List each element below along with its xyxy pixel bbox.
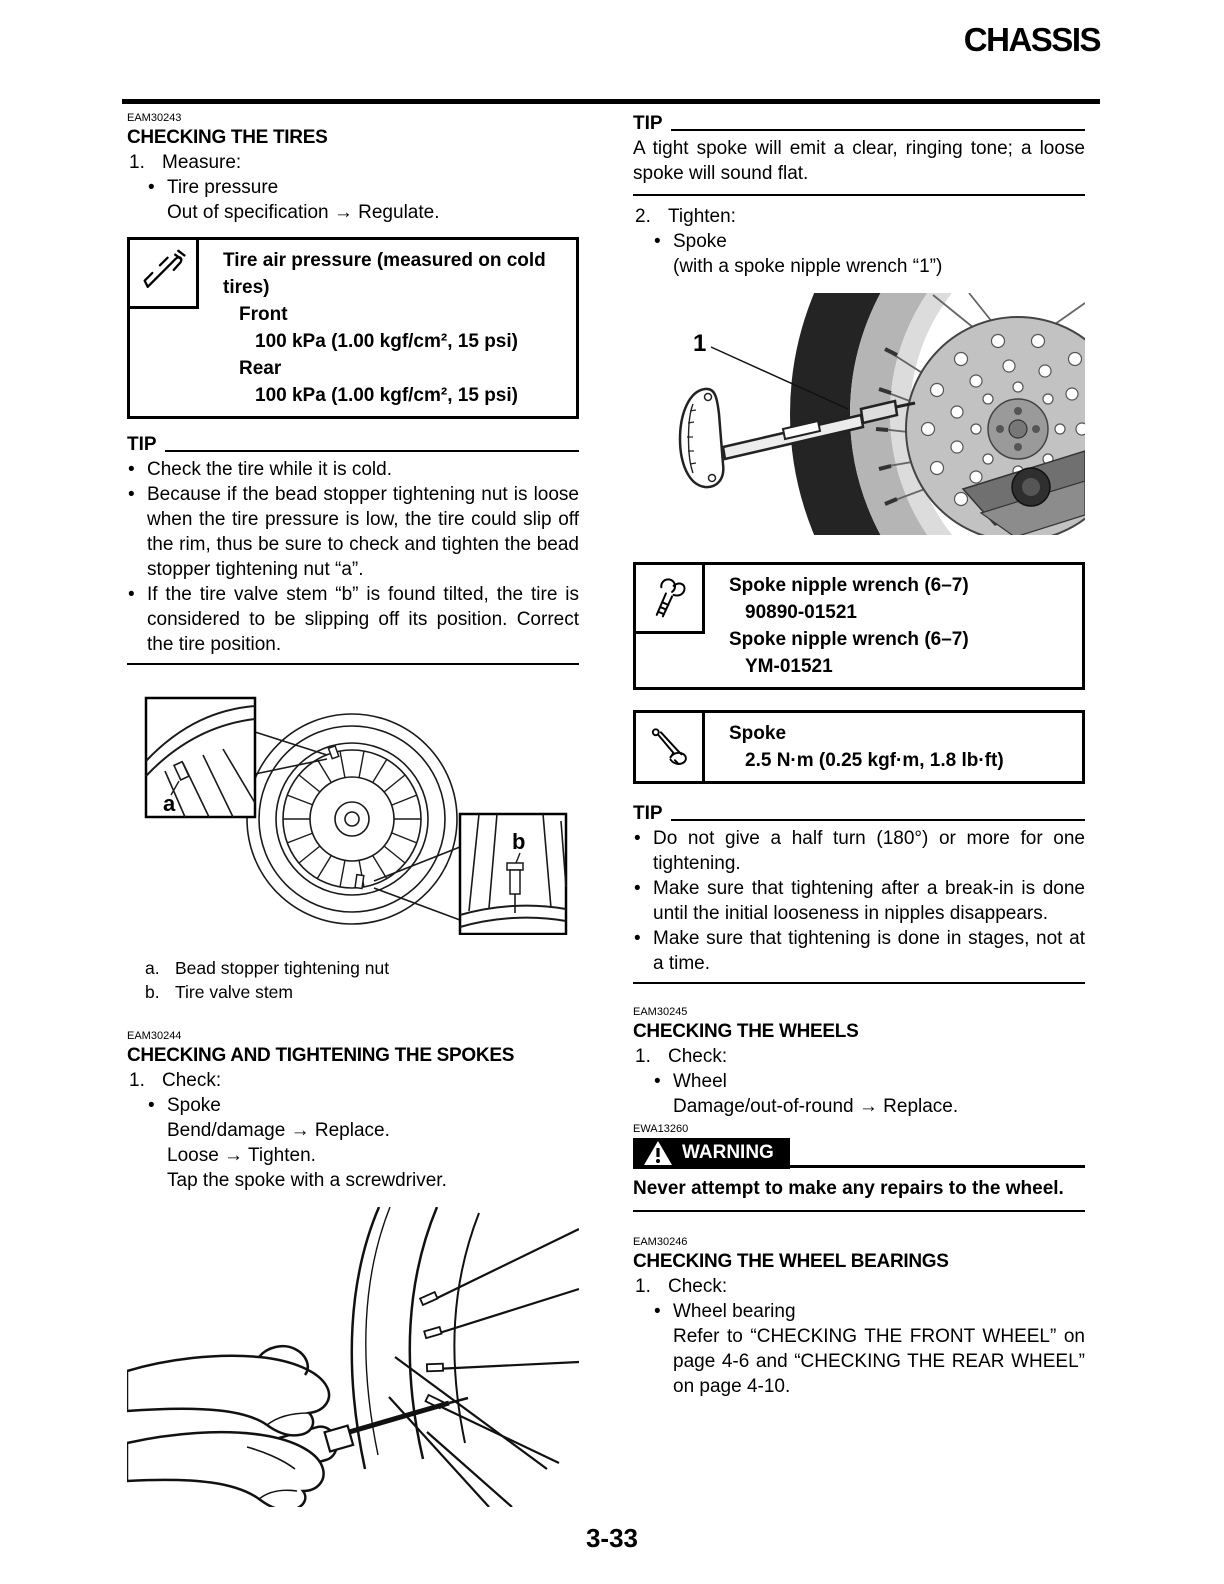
- caption-text: Tire valve stem: [175, 982, 293, 1002]
- list-item: • Wheel bearing: [633, 1299, 1085, 1324]
- spec-front-label: Front: [239, 304, 288, 325]
- figure-label-1: 1: [693, 330, 707, 357]
- tip-label: TIP: [127, 434, 157, 455]
- spoke-wrench-illustration: [633, 289, 1085, 539]
- step-label: Measure:: [162, 152, 242, 173]
- step-label: Check:: [668, 1046, 728, 1067]
- spec-rear-value: 100 kPa (1.00 kgf/cm², 15 psi): [255, 385, 518, 406]
- step-number: 1.: [129, 1070, 145, 1091]
- list-continuation: (with a spoke nipple wrench “1”): [673, 256, 943, 277]
- tool-number: YM-01521: [745, 656, 833, 677]
- caliper-icon: [130, 240, 199, 309]
- tip-bullet: • Check the tire while it is cold.: [127, 457, 579, 482]
- tip-rule: [671, 129, 1085, 131]
- left-column: [127, 112, 579, 1514]
- torque-value: 2.5 N·m (0.25 kgf·m, 1.8 lb·ft): [745, 750, 1004, 771]
- warning-code: EWA13260: [633, 1123, 689, 1135]
- tip-bullet: • Make sure that tightening after a break-in is done until the initial looseness in nipples disappears.: [633, 876, 1085, 926]
- caption-text: Bead stopper tightening nut: [175, 958, 390, 978]
- figure-wheel-diagram: [127, 675, 579, 942]
- step-label: Check:: [668, 1276, 728, 1297]
- section-code: EAM30244: [127, 1030, 182, 1042]
- right-column: [633, 112, 1085, 1399]
- spoke-tapping-illustration: [127, 1207, 579, 1507]
- tip-rule: [671, 819, 1085, 821]
- spoke-wrench-spec-text: [729, 565, 1082, 687]
- tip-rule: [165, 450, 579, 452]
- warning-label: WARNING: [682, 1142, 774, 1163]
- section-code: EAM30246: [633, 1236, 688, 1248]
- tip-label: TIP: [633, 113, 663, 134]
- warning-banner: [633, 1138, 1085, 1169]
- list-item: • Wheel: [633, 1069, 1085, 1094]
- section-code: EAM30245: [633, 1006, 688, 1018]
- inset-b: [374, 814, 566, 934]
- step-number: 1.: [635, 1046, 651, 1067]
- section-code: EAM30243: [127, 112, 182, 124]
- spec-rear-label: Rear: [239, 358, 282, 379]
- tip-heading: [633, 802, 1085, 826]
- figure-label-a: a: [163, 791, 176, 816]
- step-row: [127, 1068, 579, 1093]
- list-continuation: Refer to “CHECKING THE FRONT WHEEL” on page 4-6 and “CHECKING THE REAR WHEEL” on page 4-10.: [673, 1326, 1085, 1397]
- warning-rule: [790, 1165, 1085, 1168]
- figure-spoke-tapping: [127, 1207, 579, 1514]
- step-row: [633, 1274, 1085, 1299]
- tool-name: Spoke nipple wrench (6–7): [729, 629, 969, 650]
- caption-row: [127, 980, 579, 1004]
- valve-stem-mark: [355, 875, 364, 889]
- page-number: 3-33: [585, 1523, 639, 1553]
- list-item: • Spoke: [127, 1093, 579, 1118]
- list-continuation: Bend/damage → Replace.: [167, 1120, 390, 1141]
- tip-heading: [633, 112, 1085, 136]
- spoke-torque-spec-box: [633, 710, 1085, 784]
- figure-spoke-wrench: [633, 289, 1085, 546]
- step-label: Tighten:: [668, 206, 736, 227]
- tip-bullet: • Because if the bead stopper tightening nut is loose when the tire pressure is low, the tire could slip off the rim, thus be sure to check and tighten the bead stopper tightening nut “a”.: [127, 482, 579, 582]
- step-label: Check:: [162, 1070, 222, 1091]
- caliper-icon-glyph: [137, 247, 189, 299]
- list-item: • Spoke: [633, 229, 1085, 254]
- warning-triangle-icon: [643, 1140, 673, 1166]
- list-item: • Tire pressure: [127, 175, 579, 200]
- warning-text: Never attempt to make any repairs to the wheel.: [633, 1178, 1064, 1199]
- section-title-checking-wheel-bearings: CHECKING THE WHEEL BEARINGS: [633, 1251, 949, 1272]
- torque-wrench-icon-glyph: [644, 722, 694, 772]
- step-number: 2.: [635, 206, 651, 227]
- tire-pressure-spec-text: [223, 240, 576, 416]
- warning-badge: [633, 1138, 790, 1169]
- tool-name: Spoke nipple wrench (6–7): [729, 575, 969, 596]
- wheel-diagram-illustration: [127, 675, 579, 935]
- spoke-wrench-spec-box: [633, 562, 1085, 690]
- step-number: 1.: [635, 1276, 651, 1297]
- tire-pressure-spec-box: [127, 237, 579, 419]
- step-row: [633, 204, 1085, 229]
- spoke-nipple-wrench-icon: [636, 565, 705, 634]
- closing-rule: [633, 1210, 1085, 1212]
- spec-front-value: 100 kPa (1.00 kgf/cm², 15 psi): [255, 331, 518, 352]
- tip-text: A tight spoke will emit a clear, ringing tone; a loose spoke will sound flat.: [633, 138, 1085, 184]
- hands: [127, 1346, 329, 1507]
- torque-item: Spoke: [729, 723, 787, 744]
- torque-spec-text: [729, 713, 1082, 781]
- section-title-checking-tires: CHECKING THE TIRES: [127, 127, 328, 148]
- caption-key: a.: [145, 958, 160, 978]
- caption-key: b.: [145, 982, 160, 1002]
- tool-number: 90890-01521: [745, 602, 857, 623]
- section-title-checking-spokes: CHECKING AND TIGHTENING THE SPOKES: [127, 1045, 515, 1066]
- torque-wrench-icon: [636, 713, 705, 781]
- tip-bullet: • Do not give a half turn (180°) or more for one tightening.: [633, 826, 1085, 876]
- figure-captions: [127, 956, 579, 1004]
- spec-title: Tire air pressure (measured on cold tires): [223, 250, 546, 298]
- header-rule: [122, 99, 1100, 104]
- tip-bullet: • If the tire valve stem “b” is found tilted, the tire is considered to be slipping off its position. Correct the tire position.: [127, 582, 579, 657]
- tip-label: TIP: [633, 803, 663, 824]
- caption-row: [127, 956, 579, 980]
- bead-stopper-mark: [328, 746, 338, 759]
- step-row: [127, 150, 579, 175]
- closing-rule: [633, 194, 1085, 196]
- list-continuation: Out of specification → Regulate.: [167, 202, 440, 223]
- section-title-checking-wheels: CHECKING THE WHEELS: [633, 1021, 859, 1042]
- spoke-nipple-wrench-icon-glyph: [643, 572, 695, 624]
- step-number: 1.: [129, 152, 145, 173]
- step-row: [633, 1044, 1085, 1069]
- list-continuation: Loose → Tighten.: [167, 1145, 316, 1166]
- closing-rule: [633, 982, 1085, 984]
- inset-a: [146, 698, 327, 817]
- tip-bullet: • Make sure that tightening is done in stages, not at a time.: [633, 926, 1085, 976]
- chapter-title: CHASSIS: [963, 21, 1100, 58]
- tip-heading: [127, 433, 579, 457]
- figure-label-b: b: [512, 829, 526, 854]
- list-continuation: Tap the spoke with a screwdriver.: [167, 1170, 447, 1191]
- closing-rule: [127, 663, 579, 665]
- list-continuation: Damage/out-of-round → Replace.: [673, 1096, 959, 1117]
